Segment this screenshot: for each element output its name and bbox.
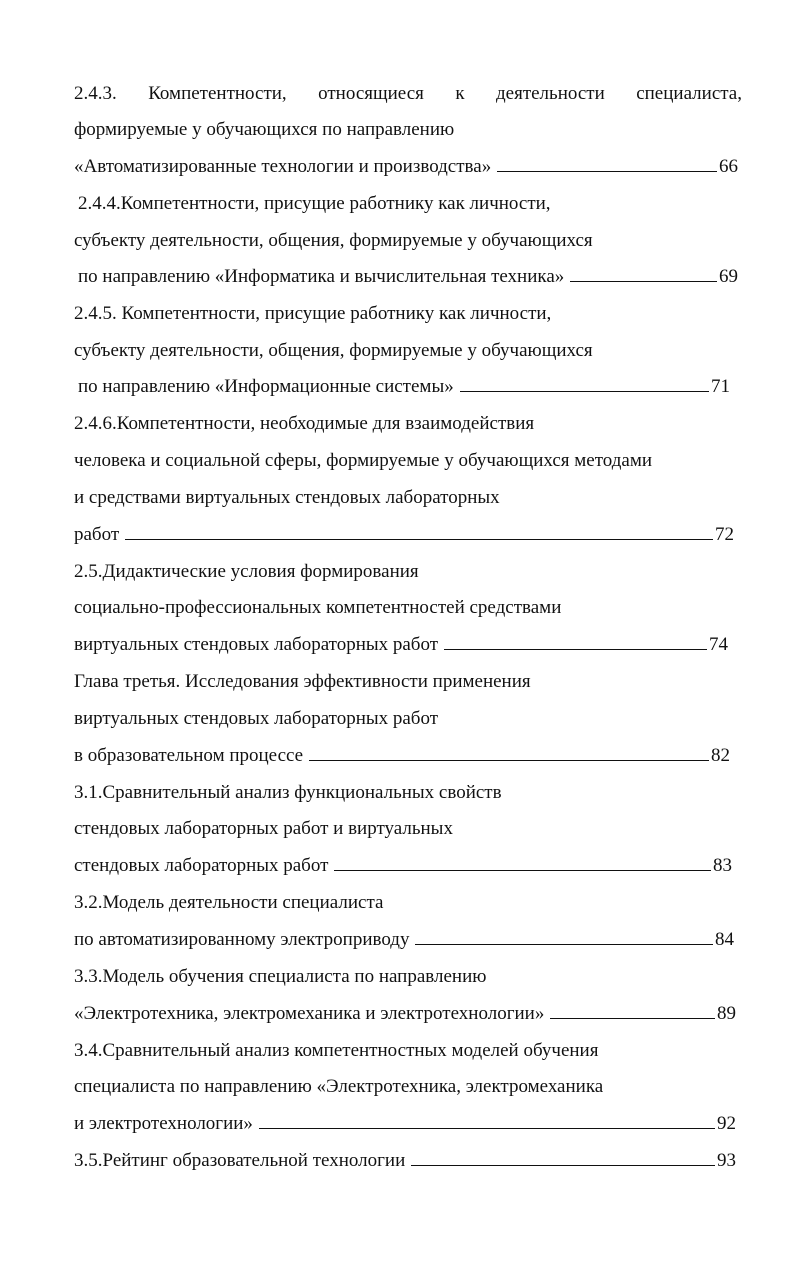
toc-entry-2-5-line-3 — [74, 632, 728, 658]
toc-entry-2-4-5-line-1: 2.4.5. Компетентности, присущие работнику как личности, — [74, 303, 552, 324]
toc-entry-2-4-3-line-1 — [74, 81, 742, 107]
toc-entry-2-4-4-line-1: 2.4.4.Компетентности, присущие работнику как личности, — [78, 193, 551, 214]
dot-leader — [570, 264, 717, 282]
dot-leader — [125, 522, 713, 540]
dot-leader — [309, 743, 709, 761]
dot-leader — [460, 374, 709, 392]
toc-entry-2-4-3-line-2: формируемые у обучающихся по направлению — [74, 119, 455, 140]
toc-entry-3-1-line-1: 3.1.Сравнительный анализ функциональных свойств — [74, 782, 502, 803]
page-number: 72 — [715, 524, 734, 545]
page-number: 83 — [713, 855, 732, 876]
toc-entry-2-4-6-line-2: человека и социальной сферы, формируемые у обучающихся методами — [74, 450, 653, 471]
toc-entry-2-4-3-line-3 — [74, 154, 738, 180]
toc-entry-2-4-6-line-4 — [74, 522, 734, 548]
toc-entry-3-4-line-1: 3.4.Сравнительный анализ компетентностных моделей обучения — [74, 1040, 599, 1061]
toc-entry-3-3-line-2 — [74, 1001, 736, 1027]
page-number: 71 — [711, 376, 730, 397]
dot-leader — [411, 1148, 715, 1166]
toc-entry-2-5-line-2: социально-профессиональных компетентностей средствами — [74, 597, 562, 618]
toc-entry-3-3-line-1: 3.3.Модель обучения специалиста по направлению — [74, 966, 487, 987]
toc-entry-2-4-4-line-3 — [78, 264, 738, 290]
toc-entry-2-5-line-1: 2.5.Дидактические условия формирования — [74, 561, 419, 582]
dot-leader — [415, 927, 713, 945]
toc-entry-3-4-line-2: специалиста по направлению «Электротехника, электромеханика — [74, 1076, 604, 1097]
toc-text: в образовательном процессе — [74, 745, 304, 766]
toc-entry-3-2-line-2 — [74, 927, 734, 953]
toc-entry-2-4-5-line-2: субъекту деятельности, общения, формируемые у обучающихся — [74, 340, 593, 361]
toc-text: виртуальных стендовых лабораторных работ — [74, 634, 439, 655]
page-number: 82 — [711, 745, 730, 766]
toc-entry-3-1-line-3 — [74, 853, 732, 879]
toc-text: работ — [74, 524, 120, 545]
toc-text: и электротехнологии» — [74, 1113, 253, 1134]
toc-text: стендовых лабораторных работ — [74, 855, 329, 876]
toc-word: Компетентности, — [148, 83, 287, 104]
toc-chapter-3-line-3 — [74, 743, 730, 769]
page-number: 69 — [719, 266, 738, 287]
toc-text: по направлению «Информационные системы» — [78, 376, 454, 397]
toc-entry-3-1-line-2: стендовых лабораторных работ и виртуальных — [74, 818, 453, 839]
page-number: 84 — [715, 929, 734, 950]
dot-leader — [334, 853, 711, 871]
toc-word: к — [455, 83, 465, 104]
toc-text: «Автоматизированные технологии и производства» — [74, 156, 492, 177]
toc-text: 3.5.Рейтинг образовательной технологии — [74, 1150, 406, 1171]
toc-entry-3-2-line-1: 3.2.Модель деятельности специалиста — [74, 892, 384, 913]
toc-word: 2.4.3. — [74, 83, 117, 104]
toc-entry-3-4-line-3 — [74, 1111, 736, 1137]
toc-chapter-3-line-1: Глава третья. Исследования эффективности применения — [74, 671, 531, 692]
toc-chapter-3-line-2: виртуальных стендовых лабораторных работ — [74, 708, 439, 729]
toc-word: специалиста, — [636, 83, 742, 104]
page-number: 92 — [717, 1113, 736, 1134]
dot-leader — [444, 632, 707, 650]
toc-entry-3-5-line-1 — [74, 1148, 736, 1174]
toc-word: относящиеся — [318, 83, 424, 104]
toc-text: «Электротехника, электромеханика и электротехнологии» — [74, 1003, 545, 1024]
dot-leader — [550, 1001, 715, 1019]
dot-leader — [259, 1111, 715, 1129]
toc-entry-2-4-5-line-3 — [78, 374, 730, 400]
toc-text: по направлению «Информатика и вычислительная техника» — [78, 266, 565, 287]
toc-entry-2-4-6-line-1: 2.4.6.Компетентности, необходимые для взаимодействия — [74, 413, 535, 434]
dot-leader — [497, 154, 717, 172]
toc-text: по автоматизированному электроприводу — [74, 929, 410, 950]
toc-entry-2-4-6-line-3: и средствами виртуальных стендовых лабораторных — [74, 487, 500, 508]
page-number: 66 — [719, 156, 738, 177]
toc-word: деятельности — [495, 83, 605, 104]
toc-entry-2-4-4-line-2: субъекту деятельности, общения, формируемые у обучающихся — [74, 230, 593, 251]
page-number: 93 — [717, 1150, 736, 1171]
page-number: 74 — [709, 634, 728, 655]
page-number: 89 — [717, 1003, 736, 1024]
